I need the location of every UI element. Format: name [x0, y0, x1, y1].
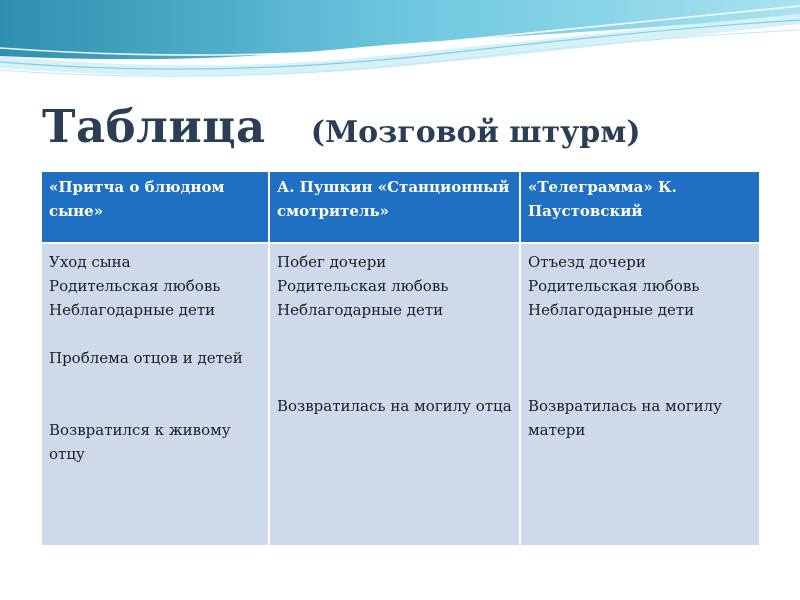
cell-line: Возвратилась на могилу отца	[277, 397, 512, 415]
body-cell-pushkin	[269, 243, 520, 546]
cell-line: Неблагодарные дети	[49, 301, 216, 319]
comparison-table-container	[40, 170, 759, 547]
cell-line: Родительская любовь	[277, 277, 449, 295]
cell-line: Возвратился к живому отцу	[49, 421, 231, 463]
slide-title: Таблица	[42, 100, 266, 153]
cell-line: Неблагодарные дети	[528, 301, 695, 319]
cell-line: Побег дочери	[277, 253, 387, 271]
spacer	[277, 322, 513, 394]
slide-subtitle: (Мозговой штурм)	[310, 115, 641, 150]
comparison-table	[40, 170, 761, 547]
cell-line: Родительская любовь	[528, 277, 700, 295]
header-cell-parable: «Притча о блюдном сыне»	[41, 171, 269, 243]
cell-line: Проблема отцов и детей	[49, 349, 243, 367]
header-cell-pushkin: А. Пушкин «Станционный смотритель»	[269, 171, 520, 243]
slide-title-row	[42, 100, 641, 153]
cell-line: Родительская любовь	[49, 277, 221, 295]
table-row	[41, 243, 760, 546]
cell-line: Возвратилась на могилу матери	[528, 397, 722, 439]
cell-line: Отъезд дочери	[528, 253, 646, 271]
cell-line: Уход сына	[49, 253, 131, 271]
body-cell-parable	[41, 243, 269, 546]
cell-line: Неблагодарные дети	[277, 301, 444, 319]
spacer	[49, 322, 262, 346]
decorative-wave-banner	[0, 0, 800, 96]
table-header-row	[41, 171, 760, 243]
body-cell-paustovsky	[520, 243, 760, 546]
spacer	[49, 370, 262, 418]
spacer	[528, 322, 753, 394]
header-cell-paustovsky: «Телеграмма» К. Паустовский	[520, 171, 760, 243]
